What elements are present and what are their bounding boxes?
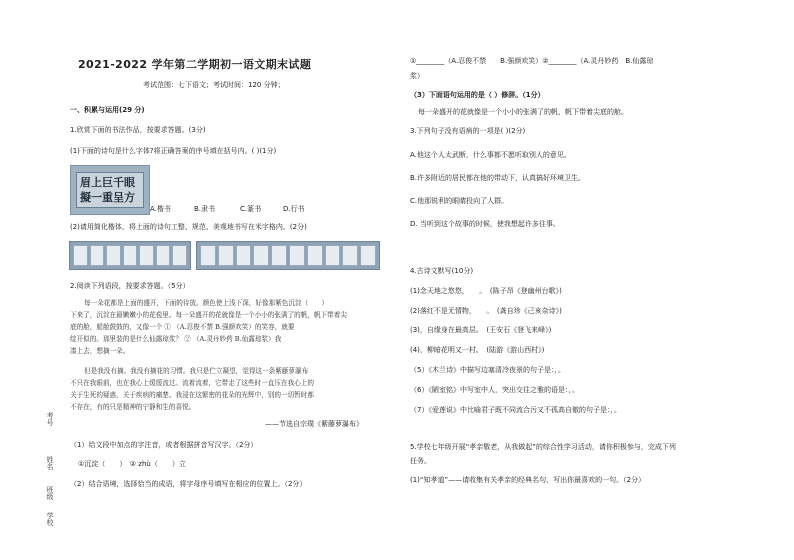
section-heading: 一、积累与运用(29 分) — [70, 106, 145, 114]
option-a: A.楷书 — [150, 205, 171, 213]
exam-info: 考试范围：七下语文；考试时间：120 分钟； — [143, 81, 285, 89]
question-5-cont: 任务。 — [410, 457, 431, 465]
calligraphy-image — [70, 165, 150, 215]
question-1: 1.欣赏下面的书法作品，按要求答题。(3分) — [70, 126, 206, 134]
option-c: C.篆书 — [240, 205, 262, 213]
question-2: 2.阅读下列语段，按要求答题。（5分） — [70, 282, 190, 290]
passage-paragraph-1: 每一朵花都是上面的盛开，下面的待放。颜色使上浅下深，好像那紫色沉淀（ ） 下来了，沉淀在最嫩嫩小的花苞里。每一朵盛开的花就像是一个小小的张满了的帆，帆下带着尖 底的舱，船舱鼓鼓的，又像一个 ① （A.忍俊不禁 B.强颜欢笑）的笑容，就要 绽开似的。那里装的是什么仙露琼浆？ ② （A.灵丹妙药 B.仙露琼浆）我 凑上去，想摘一朵。 — [70, 299, 347, 355]
option-d: D.行书 — [283, 205, 305, 213]
question-4: 4.古诗文默写(10分) — [410, 267, 474, 275]
question-1-2: (2)请用简化楷体，将上面的诗句工整、规范、美观地书写在米字格内。(2分) — [70, 223, 307, 231]
poem-line-1: (1)念天地之悠悠， 。 (陈子昂《登幽州台歌》) — [410, 287, 562, 295]
poem-line-7: （7）《爱莲说》中比喻君子既不同流合污又不孤高自傲的句子是：，。 — [410, 406, 621, 414]
answer-line-1: ①________（A.忍俊不禁 B.强颜欢笑）②________（A.灵丹妙药 B.仙露琼 — [410, 57, 654, 65]
passage-source: ——节选自宗璞《紫藤萝瀑布》 — [265, 420, 363, 428]
poem-line-2: (2)落红不是无情物， 。 (龚自珍《己亥杂诗》) — [410, 307, 562, 315]
poem-line-4: (4)，柳暗花明又一村。 (陆游《游山西村》) — [410, 346, 545, 354]
poem-line-5: （5）《木兰诗》中描写边塞清冷夜景的句子是：，。 — [410, 366, 565, 374]
writing-grid-right — [196, 241, 380, 270]
question-5: 5.学校七年级开展“孝亲敬老，从我做起”的综合性学习活动，请你积极参与，完成下列 — [410, 443, 676, 451]
question-3-option-b: B.许多附近的居民都在他的带动下，认真搞好环境卫生。 — [410, 174, 586, 182]
side-label-class: 班级 — [46, 486, 54, 500]
metaphor-sentence: 每一朵盛开的花就像是一个小小的张满了的帆，帆下带着尖底的舱。 — [418, 108, 628, 116]
question-1-1: (1)下面的诗句是什么字体?将正确答案的序号填在括号内。( )(1分) — [70, 147, 277, 155]
calligraphy-text: 眉上巨千眼 擬一重呈方 — [80, 176, 135, 204]
option-b: B.隶书 — [194, 205, 216, 213]
answer-line-2: 浆） — [410, 72, 424, 80]
question-3-option-a: A.他这个人太武断，什么事都不愿听取别人的意见。 — [410, 151, 571, 159]
side-label-name: 姓名 — [46, 456, 54, 470]
page-title: 2021-2022 学年第二学期初一语文期末试题 — [78, 58, 312, 71]
question-2-3: （3）下面语句运用的是（ ）修辞。（1分） — [410, 91, 545, 99]
side-label-exam-number: 考号 — [46, 412, 54, 426]
question-2-1: （1）给文段中加点的字注音，或者根据拼音写汉字。（2分） — [70, 441, 258, 449]
poem-line-3: (3)，自缘身在最高层。 (王安石《登飞来峰》) — [410, 326, 552, 334]
writing-grid-left — [69, 241, 191, 270]
question-2-1-items: ①沉淀（ ） ② zhù（ ）立 — [78, 460, 186, 468]
question-5-1: (1)“知孝道”——请收集有关孝亲的经典名句，写出你最喜欢的一句。（2分） — [410, 476, 646, 484]
passage-paragraph-2: 但是我没有摘。我没有摘花的习惯。我只是伫立凝望，觉得这一条紫藤萝瀑布 不只在我眼前，也在我心上缓缓流过。流着流着，它带走了这些时一直压在我心上的 关于生死的疑惑，关于疾病的痛楚。我浸在这繁密的花朵的光辉中，别的一切暂时都 不存在，有的只是精神的宁静和生的喜悦。 — [70, 367, 314, 411]
question-3-option-c: C.他那锐利的眼睛投向了人群。 — [410, 197, 509, 205]
side-label-school: 学校 — [46, 512, 54, 526]
question-3-option-d: D. 当听到这个故事的时候，使我想起许多往事。 — [410, 220, 560, 228]
question-2-2: （2）结合语境，选择恰当的成语，将字母序号填写在相应的位置上。（2分） — [70, 480, 307, 488]
question-3: 3.下列句子没有语病的一项是( )(2分) — [410, 127, 526, 135]
poem-line-6: （6）《陋室铭》中写室中人，突出交往之雅的语是：，。 — [410, 386, 579, 394]
